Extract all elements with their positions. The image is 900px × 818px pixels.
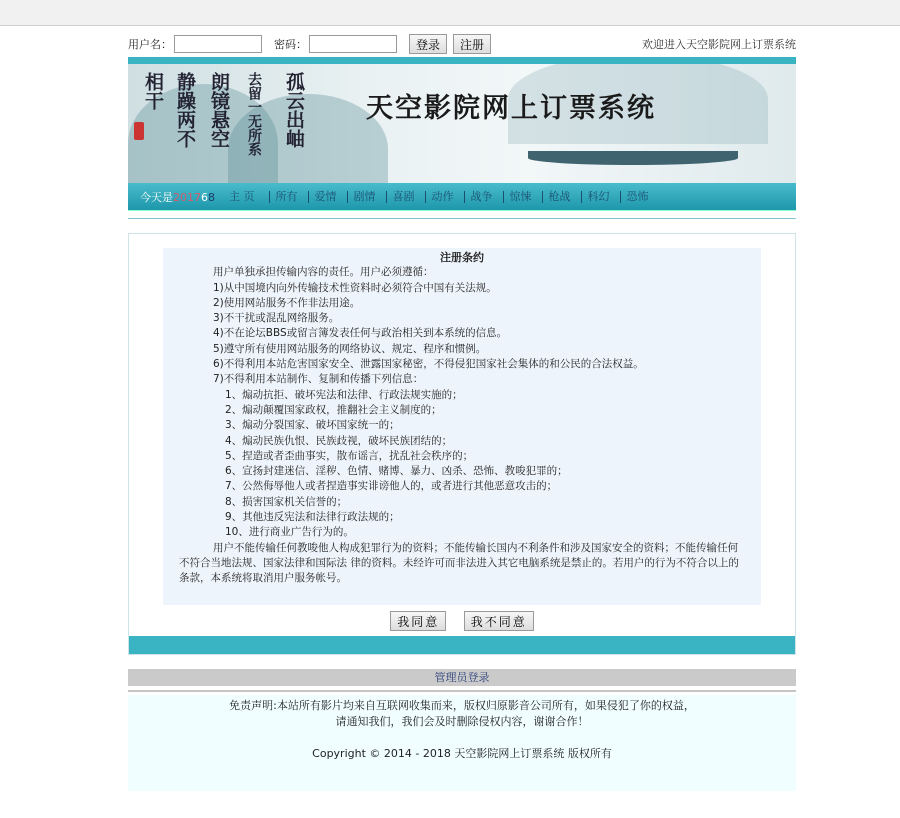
nav-romance[interactable]: 爱情 xyxy=(308,191,347,203)
terms-rule: 1)从中国境内向外传输技术性资料时必须符合中国有关法规。 xyxy=(213,281,497,294)
admin-bar xyxy=(128,669,796,686)
username-input[interactable] xyxy=(174,35,262,53)
terms-subrule: 8、损害国家机关信誉的； xyxy=(225,495,348,508)
terms-rule: 7)不得利用本站制作、复制和传播下列信息： xyxy=(213,373,424,386)
footer xyxy=(128,695,796,791)
terms-subrule: 3、煽动分裂国家、破坏国家统一的； xyxy=(225,419,400,432)
terms-subrule: 5、捏造或者歪曲事实，散布谣言，扰乱社会秩序的； xyxy=(225,449,474,462)
username-label: 用户名： xyxy=(128,38,172,51)
terms-subrule: 9、其他违反宪法和法律行政法规的； xyxy=(225,511,400,524)
disagree-button[interactable]: 我不同意 xyxy=(464,611,534,631)
register-button[interactable]: 注册 xyxy=(453,34,491,54)
nav-scifi[interactable]: 科幻 xyxy=(581,191,620,203)
terms-panel xyxy=(128,233,796,655)
header-strip xyxy=(128,57,796,64)
terms-subrule: 10、进行商业广告行为的。 xyxy=(225,526,354,539)
poem-line: 去留一无所系 xyxy=(246,72,262,156)
date-display: 今天是201768 xyxy=(140,190,215,204)
site-title: 天空影院网上订票系统 xyxy=(366,93,656,124)
terms-box xyxy=(163,248,761,605)
poem-line: 相干 xyxy=(142,72,164,110)
poem-line: 孤云出岫 xyxy=(283,72,305,148)
terms-rule: 5)遵守所有使用网站服务的网络协议、规定、程序和惯例。 xyxy=(213,342,487,355)
nav-home[interactable]: 主 页 xyxy=(229,189,255,203)
disclaimer-line: 请通知我们，我们会及时删除侵权内容，谢谢合作！ xyxy=(335,715,589,728)
welcome-text: 欢迎进入天空影院网上订票系统 xyxy=(642,38,796,51)
nav-war[interactable]: 战争 xyxy=(464,191,503,203)
nav-drama[interactable]: 剧情 xyxy=(347,191,386,203)
terms-subrule: 6、宣扬封建迷信、淫秽、色情、赌博、暴力、凶杀、恐怖、教唆犯罪的； xyxy=(225,465,568,478)
disclaimer-line: 免责声明:本站所有影片均来自互联网收集而来，版权归原影音公司所有，如果侵犯了你的权益， xyxy=(229,699,695,712)
copyright: Copyright © 2014 - 2018 天空影院网上订票系统 版权所有 xyxy=(312,747,612,760)
nav-action[interactable]: 动作 xyxy=(425,191,464,203)
terms-subrule: 1、煽动抗拒、破坏宪法和法律、行政法规实施的； xyxy=(225,388,463,401)
nav-horror[interactable]: 恐怖 xyxy=(620,191,659,203)
nav-all[interactable]: 所有 xyxy=(269,191,308,203)
terms-intro: 用户单独承担传输内容的责任。用户必须遵循： xyxy=(213,266,434,279)
terms-rule: 4)不在论坛BBS或留言簿发表任何与政治相关到本系统的信息。 xyxy=(213,327,508,340)
seal-icon xyxy=(134,122,144,140)
password-input[interactable] xyxy=(309,35,397,53)
terms-rule: 3)不干扰或混乱网络服务。 xyxy=(213,312,340,325)
terms-subrule: 2、煽动颠覆国家政权，推翻社会主义制度的； xyxy=(225,403,442,416)
divider xyxy=(128,690,796,692)
boat-icon xyxy=(528,151,738,165)
terms-subrule: 7、公然侮辱他人或者捏造事实诽谤他人的，或者进行其他恶意攻击的； xyxy=(225,480,558,493)
admin-login-link[interactable]: 管理员登录 xyxy=(434,671,490,684)
nav-bar xyxy=(128,183,796,211)
banner xyxy=(128,64,796,183)
terms-title: 注册条约 xyxy=(440,251,484,264)
nav-comedy[interactable]: 喜剧 xyxy=(386,191,425,203)
terms-rule: 6)不得利用本站危害国家安全、泄露国家秘密，不得侵犯国家社会集体的和公民的合法权益。 xyxy=(213,358,644,371)
divider xyxy=(128,218,796,219)
poem-line: 朗镜悬空 xyxy=(208,72,230,148)
nav-gunfight[interactable]: 枪战 xyxy=(542,191,581,203)
login-bar xyxy=(128,33,796,55)
content-bottom-bar xyxy=(129,636,795,654)
login-button[interactable]: 登录 xyxy=(409,34,447,54)
nav-thriller[interactable]: 惊悚 xyxy=(503,191,542,203)
browser-top-bar xyxy=(0,0,900,26)
terms-subrule: 4、煽动民族仇恨、民族歧视，破坏民族团结的； xyxy=(225,434,453,447)
poem-line: 静躁两不 xyxy=(174,72,196,148)
terms-closing: 用户不能传输任何教唆他人构成犯罪行为的资料；不能传输长国内不利条件和涉及国家安全的资料；不能传输任何不符合当地法规、国家法律和国际法 律的资料。未经许可而非法进入其它电脑系统是禁止的。若用户的行为不符合以上的条款，本系统将取消用户服务帐号。 xyxy=(179,541,739,585)
password-label: 密码： xyxy=(274,38,307,51)
terms-rule: 2)使用网站服务不作非法用途。 xyxy=(213,296,361,309)
agree-button[interactable]: 我同意 xyxy=(390,611,446,631)
